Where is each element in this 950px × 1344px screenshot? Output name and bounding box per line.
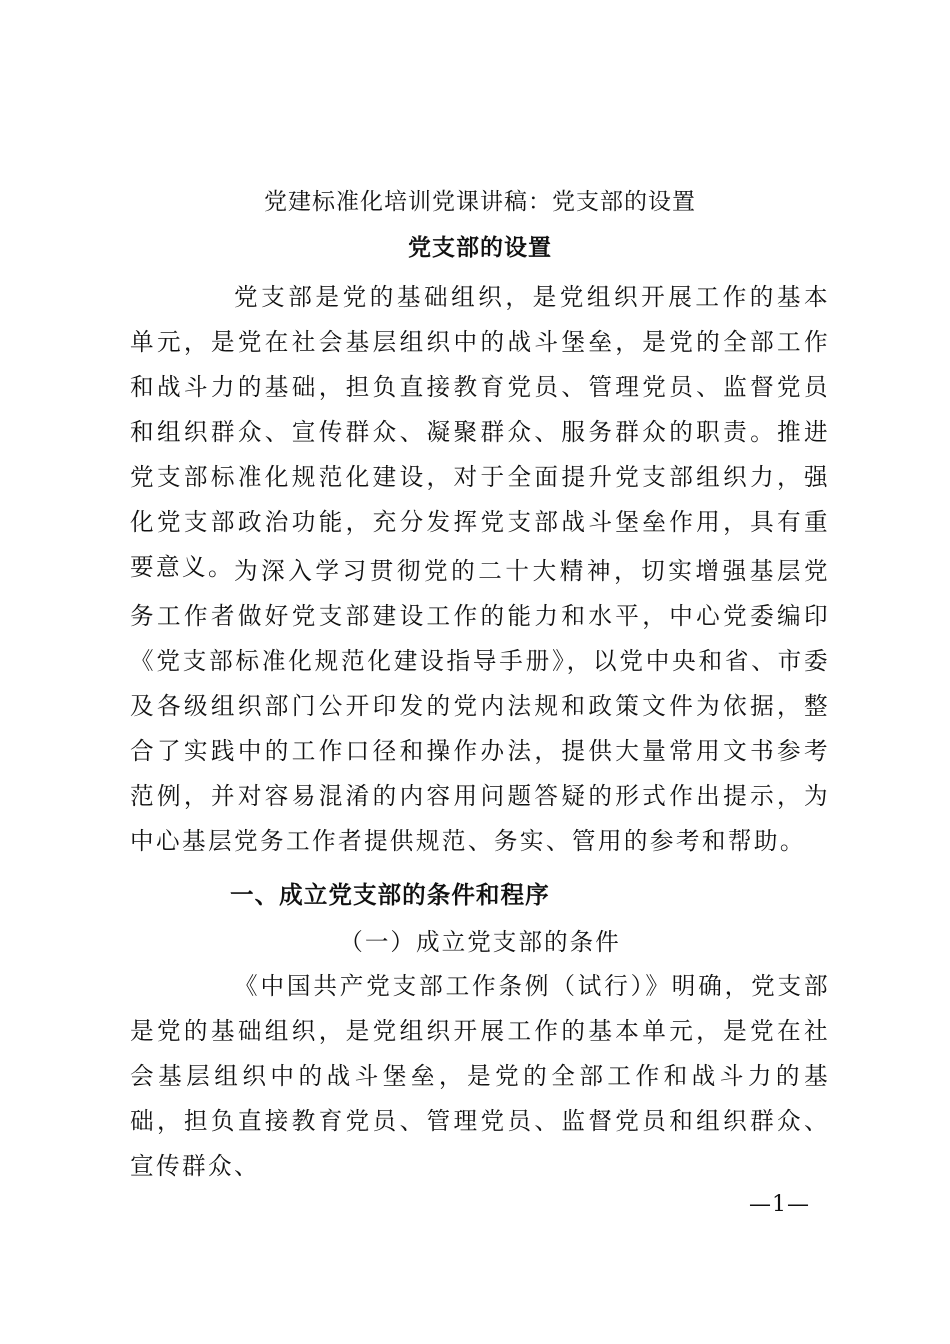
subsection-heading: （一）成立党支部的条件 [339, 928, 621, 956]
document-title: 党建标准化培训党课讲稿：党支部的设置 [264, 189, 696, 215]
paragraph-regulation: 《中国共产党支部工作条例（试行）》明确，党支部是党的基础组织，是党组织开展工作的基本单元，是党在社会基层组织中的战斗堡垒，是党的全部工作和战斗力的基础，担负直接教育党员、管理党员、监督党员和组织群众、宣传群众、 [130, 972, 830, 1180]
paragraph-purpose: 为深入学习贯彻党的二十大精神，切实增强基层党务工作者做好党支部建设工作的能力和水平，中心党委编印《党支部标准化规范化建设指导手册》，以党中央和省、市委及各级组织部门公开印发的党内法规和政策文件为依据，整合了实践中的工作口径和操作办法，提供大量常用文书参考范例，并对容易混淆的内容用问题答疑的形式作出提示，为中心基层党务工作者提供规范、务实、管用的参考和帮助。 [130, 557, 830, 855]
document-subtitle: 党支部的设置 [408, 234, 552, 261]
paragraph-intro: 党支部是党的基础组织，是党组织开展工作的基本单元，是党在社会基层组织中的战斗堡垒，是党的全部工作和战斗力的基础，担负直接教育党员、管理党员、监督党员和组织群众、宣传群众、凝聚群众、服务群众的职责。推进党支部标准化规范化建设，对于全面提升党支部组织力，强化党支部政治功能，充分发挥党支部战斗堡垒作用，具有重要意义。 [130, 283, 830, 581]
page-number: —1— [749, 1192, 810, 1217]
section-heading: 一、成立党支部的条件和程序 [230, 881, 550, 909]
